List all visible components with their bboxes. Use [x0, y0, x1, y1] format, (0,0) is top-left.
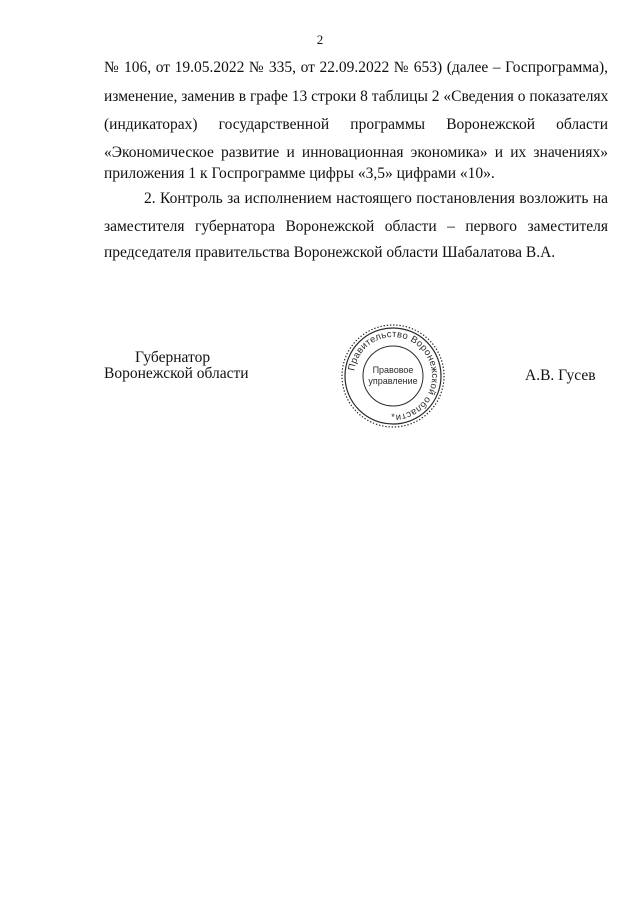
body-line-2: изменение, заменив в графе 13 строки 8 таблицы 2 «Сведения о показателях: [104, 88, 609, 105]
stamp-star: *: [391, 412, 395, 422]
body-line-5: приложения 1 к Госпрограмме цифры «3,5» цифрами «10».: [104, 165, 495, 182]
stamp-icon: [340, 323, 446, 429]
body-line-7: заместителя губернатора Воронежской области – первого заместителя: [104, 218, 608, 235]
body-line-3: (индикаторах) государственной программы Воронежской области: [104, 116, 608, 133]
stamp-inner-line-1: Правовое: [372, 365, 414, 375]
stamp-outer-text: Правительство Воронежской области: [346, 328, 441, 423]
signature-position-line-1: Губернатор: [135, 349, 211, 366]
body-line-6: 2. Контроль за исполнением настоящего постановления возложить на: [144, 190, 608, 207]
signature-position-line-2: Воронежской области: [104, 365, 249, 382]
body-line-8: председателя правительства Воронежской области Шабалатова В.А.: [104, 244, 556, 261]
page-number: 2: [316, 32, 324, 47]
stamp-inner-line-2: управление: [368, 376, 418, 386]
body-line-4: «Экономическое развитие и инновационная экономика» и их значениях»: [104, 144, 608, 161]
body-line-1: № 106, от 19.05.2022 № 335, от 22.09.2022 № 653) (далее – Госпрограмма),: [104, 59, 608, 76]
official-stamp: [340, 323, 446, 429]
signature-name: А.В. Гусев: [525, 367, 596, 384]
